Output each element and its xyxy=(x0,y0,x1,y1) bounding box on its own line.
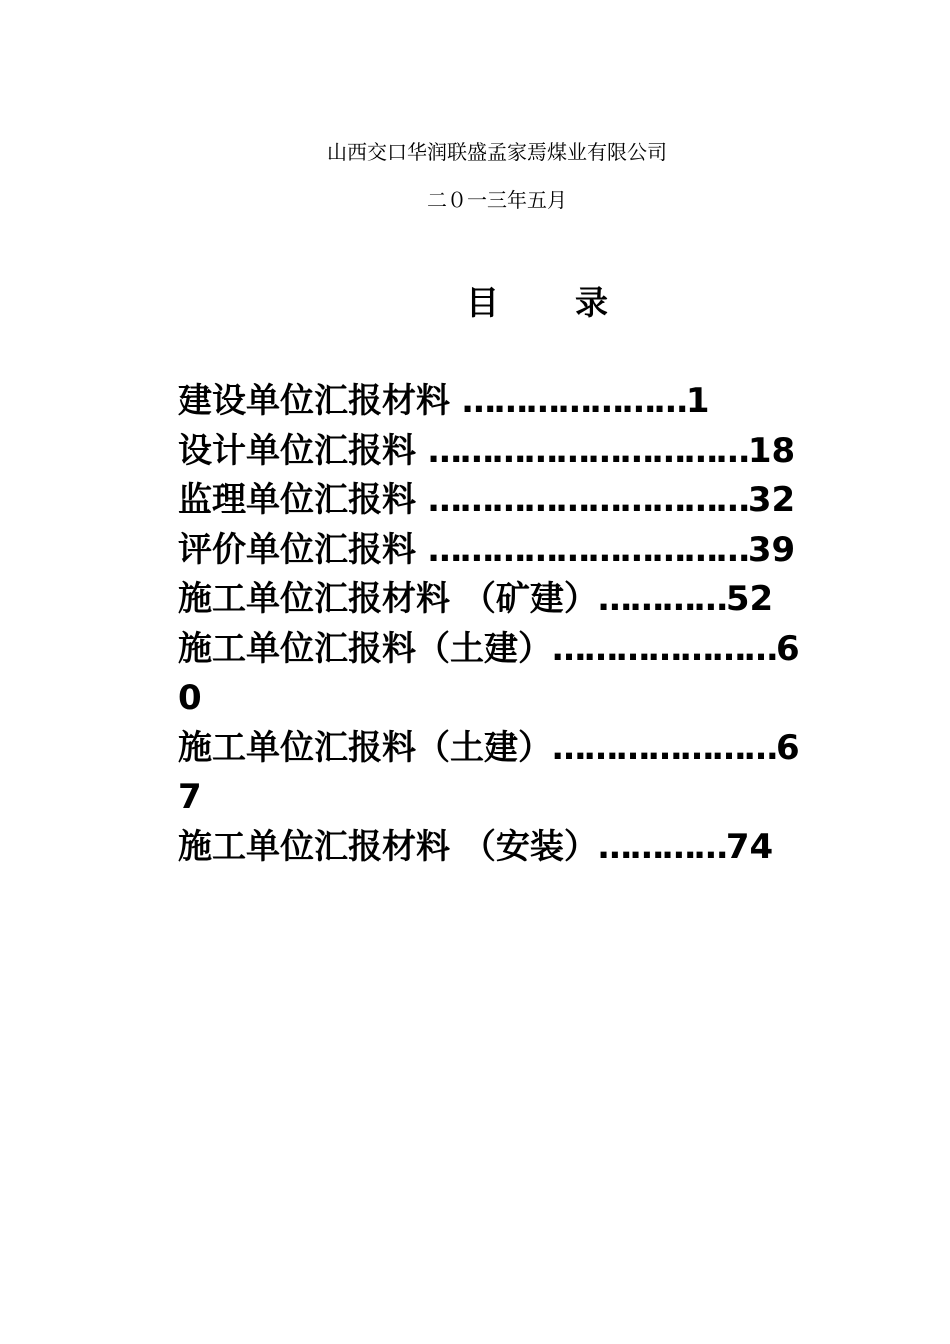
toc-entry-page: 39 xyxy=(747,529,796,570)
toc-entry-label: 施工单位汇报材料 （安装） xyxy=(178,826,598,867)
toc-entry-page: 74 xyxy=(725,826,774,867)
toc-entry[interactable] xyxy=(178,823,818,873)
document-date: 二０一三年五月 xyxy=(427,188,567,212)
toc-entry-leader: ………………… xyxy=(461,381,686,421)
toc-entry-label: 施工单位汇报材料 （矿建） xyxy=(178,579,598,619)
toc-title: 目录 xyxy=(466,283,684,322)
toc-entry[interactable] xyxy=(178,724,818,823)
toc-entry-label: 建设单位汇报材料 xyxy=(178,381,462,421)
toc-entry[interactable] xyxy=(178,575,818,625)
toc-entry-leader: ………………… xyxy=(552,727,776,768)
toc-entry-leader: ………………… xyxy=(552,628,776,669)
toc-entry-label: 评价单位汇报料 xyxy=(178,529,428,570)
table-of-contents xyxy=(178,377,818,872)
company-name: 山西交口华润联盛孟家焉煤业有限公司 xyxy=(327,140,667,164)
toc-entry[interactable] xyxy=(178,427,818,477)
toc-entry-leader: ………… xyxy=(597,826,726,867)
toc-entry[interactable] xyxy=(178,377,818,427)
toc-entry-page: 52 xyxy=(725,579,774,619)
toc-entry-page: 60 xyxy=(178,628,800,718)
toc-entry-label: 施工单位汇报料（土建） xyxy=(178,628,552,669)
toc-entry[interactable] xyxy=(178,625,818,724)
toc-entry-leader: ………………………… xyxy=(427,529,748,570)
toc-entry-label: 监理单位汇报料 xyxy=(178,480,428,520)
toc-entry[interactable] xyxy=(178,476,818,526)
toc-entry-page: 67 xyxy=(178,727,800,817)
toc-entry-leader: ………… xyxy=(597,579,726,619)
toc-entry[interactable] xyxy=(178,526,818,576)
toc-entry-label: 设计单位汇报料 xyxy=(178,430,428,471)
toc-entry-leader: ………………………… xyxy=(427,480,748,520)
toc-entry-page: 32 xyxy=(747,480,796,520)
toc-entry-leader: ………………………… xyxy=(427,430,748,471)
toc-entry-page: 18 xyxy=(747,430,796,471)
toc-entry-page: 1 xyxy=(685,381,710,421)
toc-entry-label: 施工单位汇报料（土建） xyxy=(178,727,552,768)
